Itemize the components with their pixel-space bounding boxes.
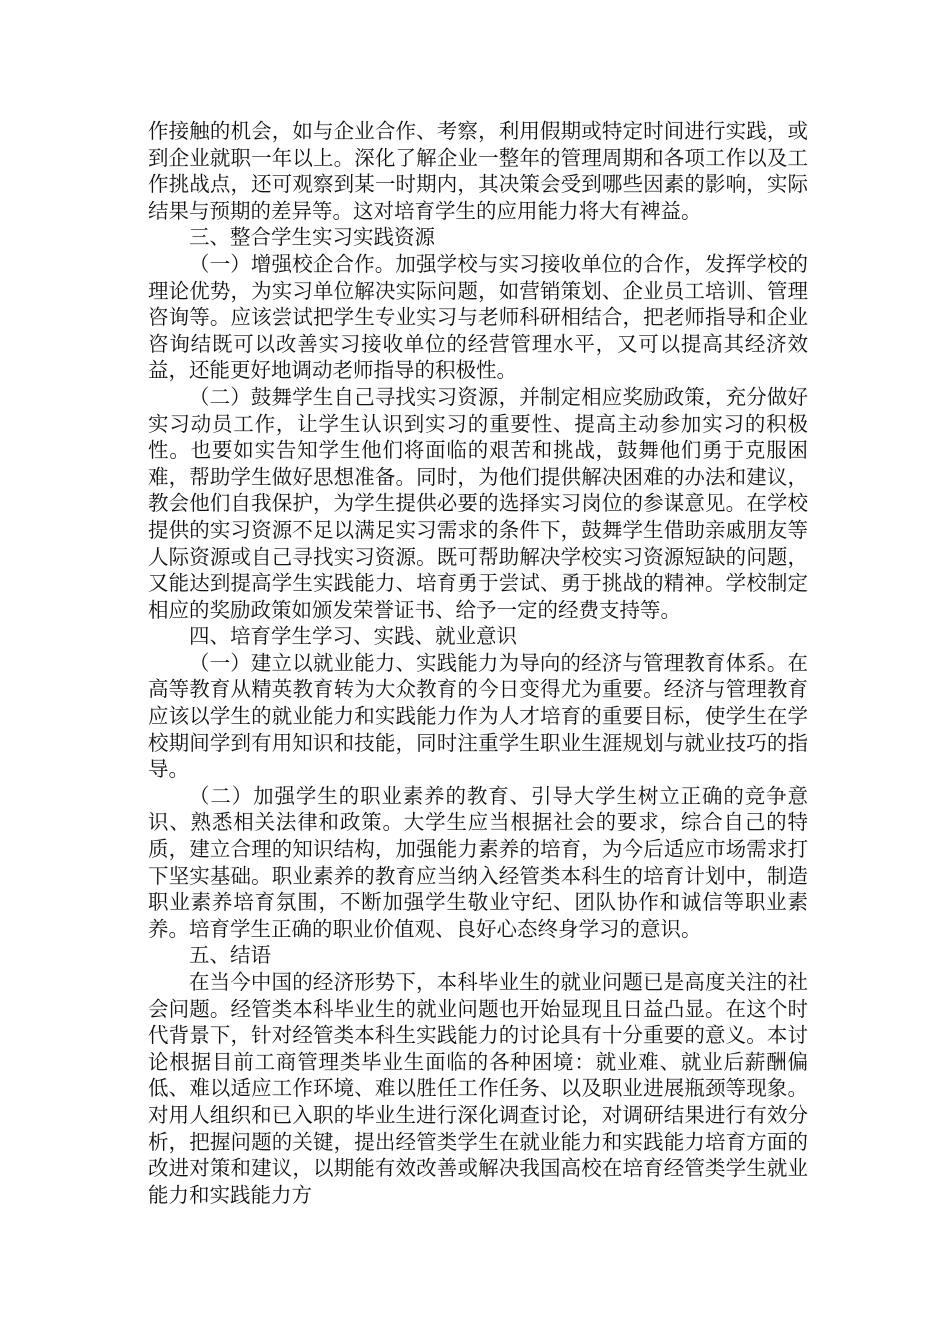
body-paragraph: 作接触的机会，如与企业合作、考察，利用假期或特定时间进行实践，或到企业就职一年以上。深化了解企业一整年的管理周期和各项工作以及工作挑战点，还可观察到某一时期内，其决策会受到哪些因素的影响，实际结果与预期的差异等。这对培育学生的应用能力将大有裨益。: [148, 119, 808, 223]
body-paragraph: （二）鼓舞学生自己寻找实习资源，并制定相应奖励政策，充分做好实习动员工作，让学生认识到实习的重要性、提高主动参加实习的积极性。也要如实告知学生他们将面临的艰苦和挑战，鼓舞他们勇于克服困难，帮助学生做好思想准备。同时，为他们提供解决困难的办法和建议，教会他们自我保护，为学生提供必要的选择实习岗位的参谋意见。在学校提供的实习资源不足以满足实习需求的条件下，鼓舞学生借助亲戚朋友等人际资源或自己寻找实习资源。既可帮助解决学校实习资源短缺的问题，又能达到提高学生实践能力、培育勇于尝试、勇于挑战的精神。学校制定相应的奖励政策如颁发荣誉证书、给予一定的经费支持等。: [148, 384, 808, 622]
document-body: [148, 118, 808, 1208]
body-paragraph: （一）增强校企合作。加强学校与实习接收单位的合作，发挥学校的理论优势，为实习单位解决实际问题，如营销策划、企业员工培训、管理咨询等。应该尝试把学生专业实习与老师科研相结合，把老师指导和企业咨询结既可以改善实习接收单位的经营管理水平，又可以提高其经济效益，还能更好地调动老师指导的积极性。: [148, 251, 808, 383]
body-paragraph: （二）加强学生的职业素养的教育、引导大学生树立正确的竞争意识、熟悉相关法律和政策。大学生应当根据社会的要求，综合自己的特质，建立合理的知识结构，加强能力素养的培育，为今后适应市场需求打下坚实基础。职业素养的教育应当纳入经管类本科生的培育计划中，制造职业素养培育氛围，不断加强学生敬业守纪、团队协作和诚信等职业素养。培育学生正确的职业价值观、良好心态终身学习的意识。: [148, 783, 808, 941]
body-paragraph: （一）建立以就业能力、实践能力为导向的经济与管理教育体系。在高等教育从精英教育转为大众教育的今日变得尤为重要。经济与管理教育应该以学生的就业能力和实践能力作为人才培育的重要目标，使学生在学校期间学到有用知识和技能，同时注重学生职业生涯规划与就业技巧的指导。: [148, 650, 808, 782]
section-heading: 五、结语: [189, 943, 271, 968]
section-heading: 三、整合学生实习实践资源: [189, 225, 435, 250]
body-paragraph: 在当今中国的经济形势下，本科毕业生的就业问题已是高度关注的社会问题。经管类本科毕业生的就业问题也开始显现且日益凸显。在这个时代背景下，针对经管类本科生实践能力的讨论具有十分重要的意义。本讨论根据目前工商管理类毕业生面临的各种困境：就业难、就业后薪酬偏低、难以适应工作环境、难以胜任工作任务、以及职业进展瓶颈等现象。对用人组织和已入职的毕业生进行深化调查讨论，对调研结果进行有效分析，把握问题的关键，提出经管类学生在就业能力和实践能力培育方面的改进对策和建议，以期能有效改善或解决我国高校在培育经管类学生就业能力和实践能力方: [148, 970, 808, 1207]
section-heading: 四、培育学生学习、实践、就业意识: [189, 624, 517, 649]
